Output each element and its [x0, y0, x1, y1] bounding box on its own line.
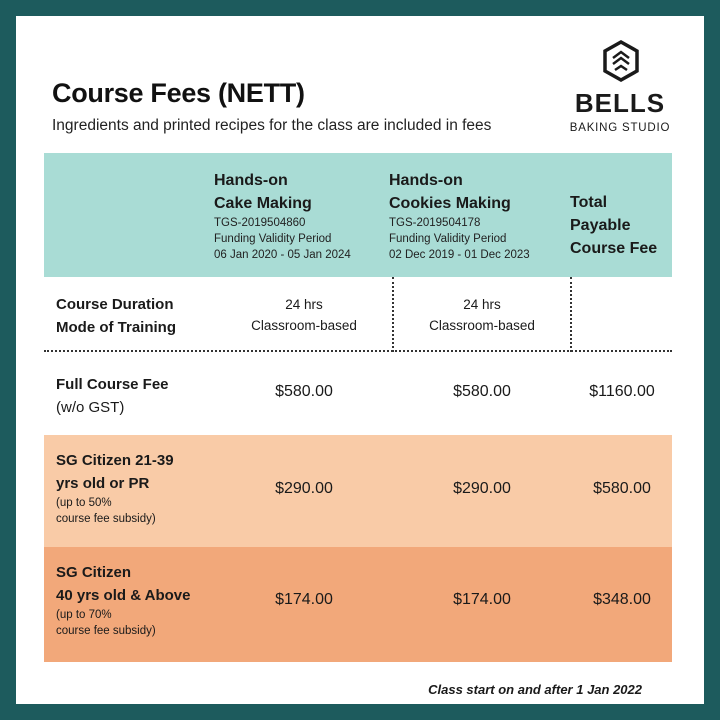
- table-header: [44, 153, 672, 277]
- cake-sg-21-39-fee: $290.00: [275, 480, 333, 497]
- bells-hexagon-logo-icon: [602, 40, 640, 84]
- total-sg-21-39-fee: $580.00: [593, 480, 651, 497]
- sg-40-above-note-2: course fee subsidy): [56, 625, 156, 637]
- cookies-validity: 02 Dec 2019 - 01 Dec 2023: [389, 249, 530, 261]
- sg-40-above-label-2: 40 yrs old & Above: [56, 587, 191, 604]
- full-fee-label-text: Full Course Fee: [56, 376, 169, 393]
- col-header-cookies: [389, 169, 530, 263]
- total-title-3: Course Fee: [570, 240, 658, 257]
- cookies-sg-40-above-fee: $174.00: [453, 591, 511, 608]
- cookies-code: TGS-2019504178: [389, 217, 481, 229]
- cake-duration: [218, 294, 390, 336]
- row-sg-21-39: [44, 435, 672, 547]
- cake-title-1: Hands-on: [214, 172, 288, 189]
- full-fee-note: (w/o GST): [56, 399, 125, 416]
- sg-21-39-note-2: course fee subsidy): [56, 513, 156, 525]
- divider-total: [570, 277, 572, 352]
- cookies-title-1: Hands-on: [389, 172, 463, 189]
- logo-subtitle: BAKING STUDIO: [569, 122, 671, 134]
- sg-40-above-label: [56, 561, 191, 639]
- cake-full-fee: $580.00: [275, 383, 333, 400]
- duration-label-1: Course Duration: [56, 296, 174, 313]
- logo-name: BELLS: [574, 88, 666, 118]
- page-subtitle: Ingredients and printed recipes for the class are included in fees: [52, 117, 492, 134]
- total-title-2: Payable: [570, 217, 631, 234]
- fees-card: [16, 16, 704, 704]
- duration-label-2: Mode of Training: [56, 319, 176, 336]
- cookies-duration: [394, 294, 570, 336]
- total-full-fee: $1160.00: [589, 383, 655, 400]
- sg-21-39-note-1: (up to 50%: [56, 497, 112, 509]
- sg-21-39-label-2: yrs old or PR: [56, 475, 150, 492]
- row-full-fee: [44, 352, 672, 435]
- start-date-note: Class start on and after 1 Jan 2022: [428, 682, 642, 697]
- cake-mode: Classroom-based: [251, 318, 357, 333]
- cake-code: TGS-2019504860: [214, 217, 306, 229]
- row-sg-40-above: [44, 547, 672, 662]
- cake-sg-40-above-fee: $174.00: [275, 591, 333, 608]
- cookies-validity-label: Funding Validity Period: [389, 233, 507, 245]
- cake-validity: 06 Jan 2020 - 05 Jan 2024: [214, 249, 351, 261]
- bells-logo: [560, 36, 680, 146]
- cookies-full-fee: $580.00: [453, 383, 511, 400]
- cookies-title-2: Cookies Making: [389, 195, 511, 212]
- cake-title-2: Cake Making: [214, 195, 312, 212]
- cake-hours: 24 hrs: [285, 297, 323, 312]
- total-sg-40-above-fee: $348.00: [593, 591, 651, 608]
- sg-40-above-label-1: SG Citizen: [56, 564, 132, 581]
- col-header-total: [570, 191, 657, 260]
- full-fee-label: [56, 373, 169, 419]
- row-duration: [44, 277, 672, 352]
- divider-cookies: [392, 277, 394, 352]
- cake-validity-label: Funding Validity Period: [214, 233, 332, 245]
- sg-40-above-note-1: (up to 70%: [56, 609, 112, 621]
- sg-21-39-label-1: SG Citizen 21-39: [56, 452, 174, 469]
- page-title: Course Fees (NETT): [52, 78, 305, 108]
- total-title-1: Total: [570, 194, 608, 211]
- cookies-hours: 24 hrs: [463, 297, 501, 312]
- col-header-cake: [214, 169, 351, 263]
- sg-21-39-label: [56, 449, 174, 527]
- cookies-sg-21-39-fee: $290.00: [453, 480, 511, 497]
- cookies-mode: Classroom-based: [429, 318, 535, 333]
- duration-label: [56, 293, 176, 339]
